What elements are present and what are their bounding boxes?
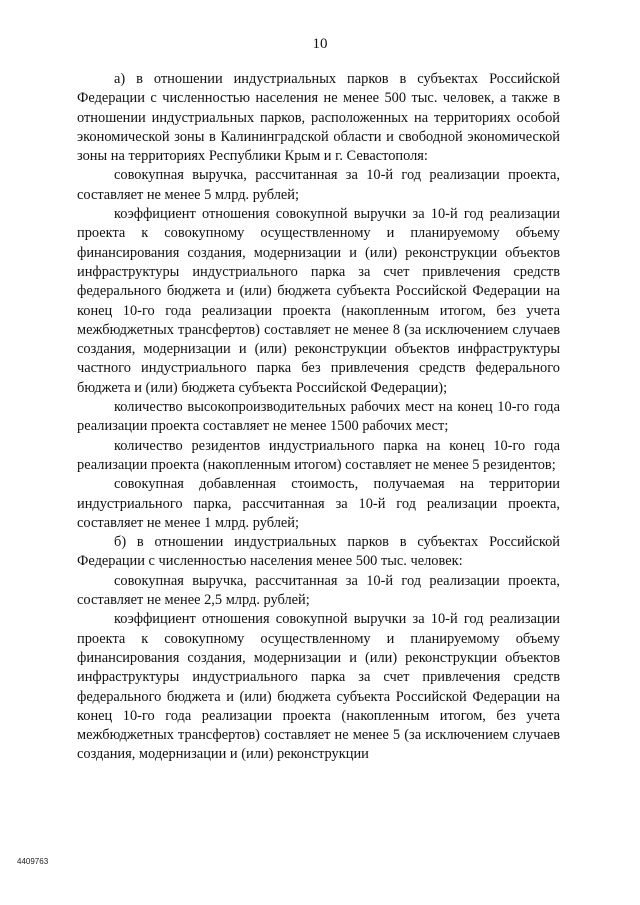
paragraph-revenue-a: совокупная выручка, рассчитанная за 10-й год реализации проекта, составляет не менее 5 млрд. рублей; <box>77 167 560 203</box>
paragraph-a-intro: а) в отношении индустриальных парков в субъектах Российской Федерации с численностью населения не менее 500 тыс. человек, а также в отношении индустриальных парков, расположенных на территориях особой экономической зоны в Калининградской области и свободной экономической зоны на территориях Республики Крым и г. Севастополя: <box>77 71 560 165</box>
paragraph-coefficient-a: коэффициент отношения совокупной выручки за 10-й год реализации проекта к совокупному осуществленному и планируемому объему финансирования создания, модернизации и (или) реконструкции объектов инфраструктуры индустриального парка за счет привлечения средств федерального бюджета и (или) бюджета субъекта Российской Федерации на конец 10-го года реализации проекта (накопленным итогом, без учета межбюджетных трансфертов) составляет не менее 8 (за исключением случаев создания, модернизации и (или) реконструкции объектов инфраструктуры частного индустриального парка без привлечения средств федерального бюджета и (или) бюджета субъекта Российской Федерации); <box>77 206 560 396</box>
paragraph-coefficient-b: коэффициент отношения совокупной выручки за 10-й год реализации проекта к совокупному осуществленному и планируемому объему финансирования создания, модернизации и (или) реконструкции объектов инфраструктуры индустриального парка за счет привлечения средств федерального бюджета и (или) бюджета субъекта Российской Федерации на конец 10-го года реализации проекта (накопленным итогом, без учета межбюджетных трансфертов) составляет не менее 5 (за исключением случаев создания, модернизации и (или) реконструкции <box>77 611 560 763</box>
paragraph-jobs-a: количество высокопроизводительных рабочих мест на конец 10-го года реализации проекта составляет не менее 1500 рабочих мест; <box>77 399 560 435</box>
page-number: 10 <box>312 36 328 52</box>
paragraph-revenue-b: совокупная выручка, рассчитанная за 10-й год реализации проекта, составляет не менее 2,5 млрд. рублей; <box>77 572 560 609</box>
document-body <box>77 70 560 765</box>
paragraph-b-intro: б) в отношении индустриальных парков в субъектах Российской Федерации с численностью населения менее 500 тыс. человек: <box>77 534 560 570</box>
document-id: 4409763 <box>17 857 49 866</box>
paragraph-residents-a: количество резидентов индустриального парка на конец 10-го года реализации проекта (накопленным итогом) составляет не менее 5 резидентов; <box>77 437 560 473</box>
paragraph-added-value-a: совокупная добавленная стоимость, получаемая на территории индустриального парка, рассчитанная за 10-й год реализации проекта, составляет не менее 1 млрд. рублей; <box>77 476 560 531</box>
